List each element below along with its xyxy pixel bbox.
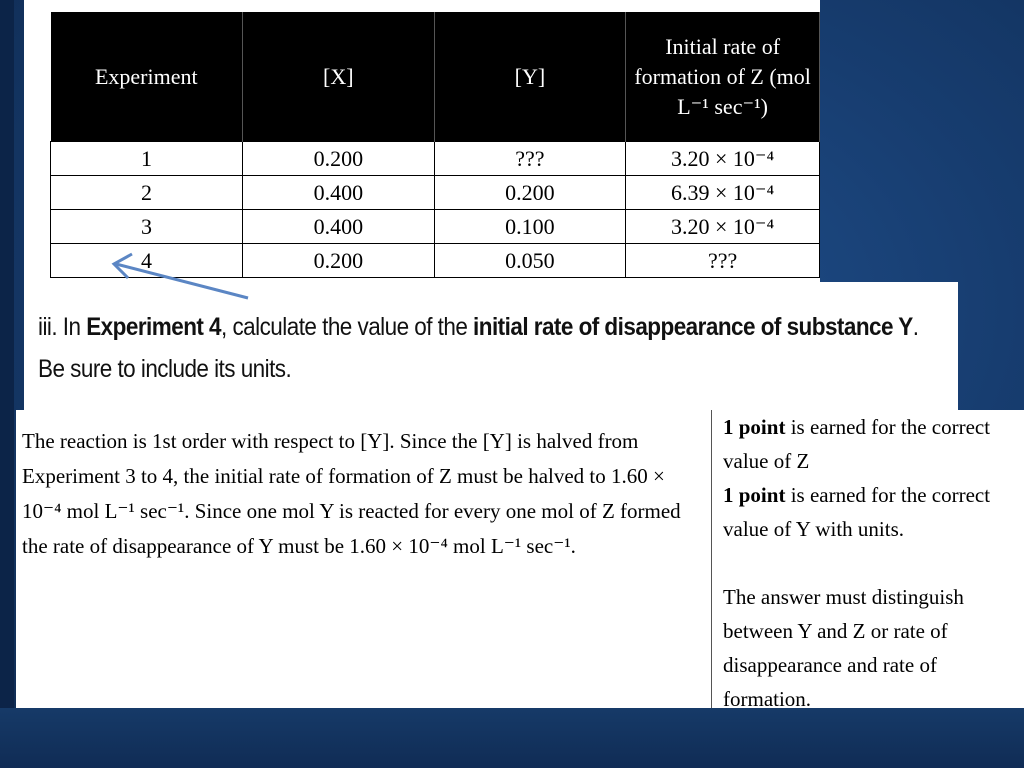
cell-y: 0.200 — [434, 176, 626, 210]
pointer-arrow-icon — [100, 250, 260, 310]
rubric-note: The answer must distinguish between Y and Z or rate of disappearance and rate of formation. — [723, 585, 964, 711]
answer-explanation: The reaction is 1st order with respect to [Y]. Since the [Y] is halved from Experiment 3 to 4, the initial rate of formation of Z must be halved to 1.60 × 10⁻⁴ mol L⁻¹ sec⁻¹. Since one mol Y is reacted for every one mol of Z formed the rate of disappearance of Y must be 1.60 × 10⁻⁴ mol L⁻¹ sec⁻¹. — [22, 429, 681, 558]
cell-x: 0.400 — [243, 176, 435, 210]
question-line-2: Be sure to include its units. — [38, 355, 292, 383]
header-initial-rate: Initial rate of formation of Z (mol L⁻¹ sec⁻¹) — [626, 12, 820, 142]
question-end: . — [912, 313, 919, 341]
header-experiment: Experiment — [51, 12, 243, 142]
question-bold-rate: initial rate of disappearance of substance Y — [473, 313, 913, 341]
question-prefix: iii. In — [38, 313, 87, 341]
slide-bottom-band — [0, 708, 1024, 768]
cell-rate: 6.39 × 10⁻⁴ — [626, 176, 820, 210]
cell-experiment: 4 — [51, 244, 243, 278]
rubric-point-2-text: is earned for the correct value of Y with units. — [723, 483, 991, 541]
cell-experiment: 3 — [51, 210, 243, 244]
header-x-concentration: [X] — [243, 12, 435, 142]
cell-x: 0.200 — [243, 244, 435, 278]
table-row — [51, 142, 820, 176]
answer-panel — [16, 410, 1024, 711]
cell-rate: ??? — [626, 244, 820, 278]
slide-left-strip — [0, 0, 14, 768]
table-row — [51, 176, 820, 210]
rubric-point-1-text: is earned for the correct value of Z — [723, 415, 991, 473]
cell-y: ??? — [434, 142, 626, 176]
cell-y: 0.100 — [434, 210, 626, 244]
rubric-point-1 — [723, 410, 1023, 478]
rubric-point-2 — [723, 478, 1023, 546]
cell-rate: 3.20 × 10⁻⁴ — [626, 210, 820, 244]
rate-data-table — [50, 12, 820, 278]
rubric-gap — [723, 546, 1023, 580]
cell-x: 0.400 — [243, 210, 435, 244]
question-mid: , calculate the value of the — [221, 313, 474, 341]
cell-experiment: 1 — [51, 142, 243, 176]
table-row — [51, 210, 820, 244]
rate-table-panel — [24, 0, 820, 283]
cell-experiment: 2 — [51, 176, 243, 210]
cell-rate: 3.20 × 10⁻⁴ — [626, 142, 820, 176]
header-y-concentration: [Y] — [434, 12, 626, 142]
scoring-rubric — [723, 410, 1023, 716]
rubric-point-2-bold: 1 point — [723, 483, 786, 507]
table-header-row — [51, 12, 820, 142]
rubric-point-1-bold: 1 point — [723, 415, 786, 439]
question-bold-experiment: Experiment 4 — [86, 313, 222, 341]
cell-y: 0.050 — [434, 244, 626, 278]
question-line-1 — [38, 306, 919, 348]
column-divider — [711, 410, 712, 708]
question-text — [38, 306, 919, 390]
cell-x: 0.200 — [243, 142, 435, 176]
